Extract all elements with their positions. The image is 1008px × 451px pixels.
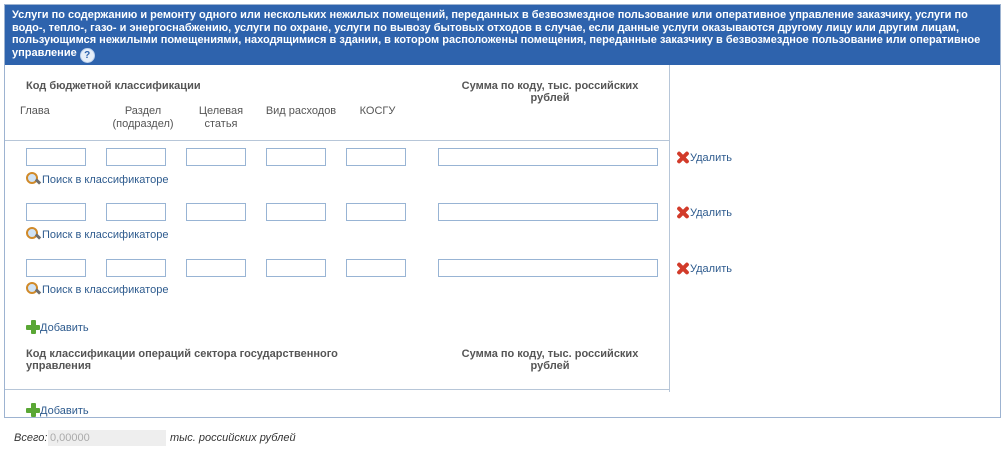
col-statya: Целевая статья bbox=[198, 105, 244, 130]
delete-label: Удалить bbox=[690, 207, 732, 219]
kosgu-input[interactable] bbox=[346, 148, 406, 166]
column-divider bbox=[669, 65, 670, 392]
delete-button[interactable] bbox=[675, 205, 732, 220]
delete-icon bbox=[675, 261, 690, 276]
glava-input[interactable] bbox=[26, 203, 86, 221]
help-icon[interactable]: ? bbox=[80, 48, 95, 63]
search-icon bbox=[26, 227, 41, 241]
kosgu-input[interactable] bbox=[346, 259, 406, 277]
vid-input[interactable] bbox=[266, 259, 326, 277]
search-label: Поиск в классификаторе bbox=[42, 174, 169, 186]
total-value: 0,00000 bbox=[48, 430, 166, 446]
section-title: Услуги по содержанию и ремонту одного или нескольких нежилых помещений, переданных в безвозмездное пользование или оперативное управление заказчику, услуги по водо-, тепло-, газо- и энергоснабжению, услуги по охране, услуги по вывозу бытовых отходов в случае, если данные услуги оказываются другому лицу или другим лицам, пользующимся нежилыми помещениями, находящимися в здании, в котором расположены помещения, переданные заказчику в безвозмездное пользование или оперативное управление bbox=[12, 9, 981, 59]
section-header bbox=[5, 5, 1000, 65]
budget-code-header: Код бюджетной классификации bbox=[26, 80, 201, 92]
search-classifier-link[interactable] bbox=[26, 282, 168, 296]
header-divider bbox=[5, 140, 669, 141]
razdel-input[interactable] bbox=[106, 148, 166, 166]
add-label: Добавить bbox=[40, 322, 89, 334]
delete-label: Удалить bbox=[690, 152, 732, 164]
col-razdel: Раздел (подраздел) bbox=[112, 105, 174, 130]
kosgu-divider bbox=[5, 389, 669, 390]
add-icon bbox=[26, 320, 40, 334]
delete-button[interactable] bbox=[675, 261, 732, 276]
col-glava: Глава bbox=[20, 105, 50, 117]
add-budget-row-button[interactable] bbox=[26, 320, 89, 334]
search-classifier-link[interactable] bbox=[26, 172, 168, 186]
add-label: Добавить bbox=[40, 405, 89, 417]
vid-input[interactable] bbox=[266, 203, 326, 221]
statya-input[interactable] bbox=[186, 259, 246, 277]
glava-input[interactable] bbox=[26, 259, 86, 277]
delete-icon bbox=[675, 150, 690, 165]
budget-sum-header: Сумма по коду, тыс. российских рублей bbox=[461, 80, 639, 104]
add-icon bbox=[26, 403, 40, 417]
search-classifier-link[interactable] bbox=[26, 227, 168, 241]
add-kosgu-row-button[interactable] bbox=[26, 403, 89, 417]
total-unit: тыс. российских рублей bbox=[170, 432, 296, 444]
search-label: Поиск в классификаторе bbox=[42, 284, 169, 296]
statya-input[interactable] bbox=[186, 148, 246, 166]
vid-input[interactable] bbox=[266, 148, 326, 166]
sum-input[interactable] bbox=[438, 203, 658, 221]
glava-input[interactable] bbox=[26, 148, 86, 166]
sum-input[interactable] bbox=[438, 259, 658, 277]
delete-label: Удалить bbox=[690, 263, 732, 275]
kosgu-header: Код классификации операций сектора государственного управления bbox=[26, 348, 338, 372]
delete-icon bbox=[675, 205, 690, 220]
razdel-input[interactable] bbox=[106, 259, 166, 277]
delete-button[interactable] bbox=[675, 150, 732, 165]
kosgu-input[interactable] bbox=[346, 203, 406, 221]
col-kosgu: КОСГУ bbox=[359, 105, 396, 117]
statya-input[interactable] bbox=[186, 203, 246, 221]
col-vid: Вид расходов bbox=[265, 105, 337, 117]
razdel-input[interactable] bbox=[106, 203, 166, 221]
search-icon bbox=[26, 282, 41, 296]
search-icon bbox=[26, 172, 41, 186]
sum-input[interactable] bbox=[438, 148, 658, 166]
kosgu-sum-header: Сумма по коду, тыс. российских рублей bbox=[461, 348, 639, 372]
total-label: Всего: bbox=[14, 432, 48, 444]
services-panel bbox=[4, 4, 1001, 418]
search-label: Поиск в классификаторе bbox=[42, 229, 169, 241]
